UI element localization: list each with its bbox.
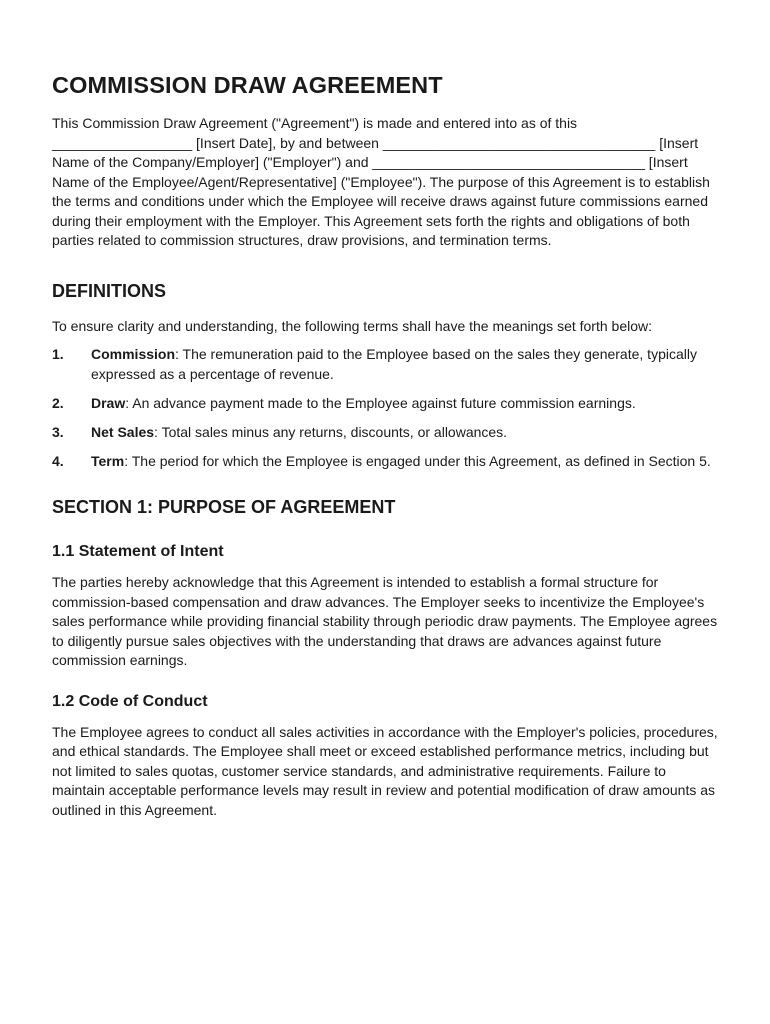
subsection-1-1-paragraph: The parties hereby acknowledge that this Agreement is intended to establish a formal structure for commission-based compensation and draw advances. The Employer seeks to incentivize the Employee's sales performance while providing financial stability through periodic draw payments. The Employee agrees to diligently pursue sales objectives with the understanding that draws are advances against future commission earnings. — [52, 574, 718, 668]
definition-text: : An advance payment made to the Employee against future commission earnings. — [125, 394, 636, 411]
list-number: 2. — [52, 394, 64, 411]
list-item — [52, 452, 720, 472]
document-page — [52, 70, 720, 820]
definition-text: : The period for which the Employee is engaged under this Agreement, as defined in Section 5. — [124, 452, 711, 469]
definition-term: Commission — [91, 346, 176, 362]
definition-term: Net Sales — [91, 423, 155, 440]
definitions-lead: To ensure clarity and understanding, the following terms shall have the meanings set forth below: — [52, 317, 653, 334]
definitions-list — [52, 345, 720, 471]
list-number: 3. — [52, 423, 64, 440]
list-number: 1. — [52, 346, 64, 362]
intro-paragraph: This Commission Draw Agreement ("Agreement") is made and entered into as of this __________________ [Insert Date], by and between ___________________________________ [Insert Name of the Company/Employer] ("Employer") and ___________________________________ [Insert Name of the Employee/Agent/Representative] ("Employee"). The purpose of this Agreement is to establish the terms and conditions under which the Employee will receive draws against future commissions earned during their employment with the Employer. This Agreement sets forth the rights and obligations of both parties related to commission structures, draw provisions, and termination terms. — [52, 115, 710, 248]
list-item — [52, 345, 720, 384]
list-number: 4. — [52, 452, 64, 469]
definitions-heading: DEFINITIONS — [52, 280, 167, 301]
subsection-1-1-heading: 1.1 Statement of Intent — [52, 543, 224, 560]
list-item — [52, 423, 720, 443]
subsection-1-2-paragraph: The Employee agrees to conduct all sales activities in accordance with the Employer's policies, procedures, and ethical standards. The Employee shall meet or exceed established performance metrics, including but not limited to sales quotas, customer service standards, and administrative requirements. Failure to maintain acceptable performance levels may result in review and potential modification of draw amounts as outlined in this Agreement. — [52, 723, 718, 818]
list-item — [52, 394, 720, 414]
definition-text: : Total sales minus any returns, discounts, or allowances. — [154, 423, 508, 440]
document-title: COMMISSION DRAW AGREEMENT — [52, 72, 443, 98]
subsection-1-2-heading: 1.2 Code of Conduct — [52, 692, 208, 710]
definition-text: : The remuneration paid to the Employee based on the sales they generate, typically expressed as a percentage of revenue. — [91, 346, 697, 382]
section-1-heading: SECTION 1: PURPOSE OF AGREEMENT — [52, 497, 396, 517]
definition-term: Term — [91, 452, 125, 469]
definition-term: Draw — [91, 394, 126, 411]
